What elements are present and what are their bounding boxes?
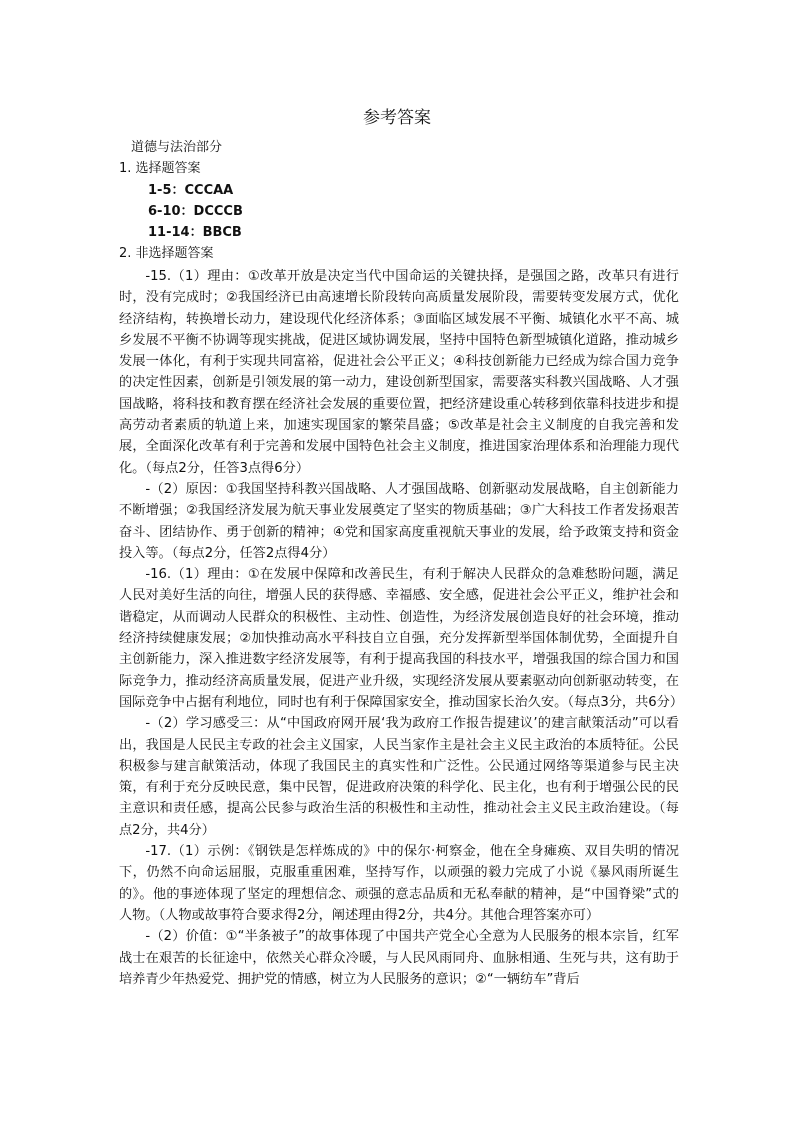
choice-answer-row: 1-5：CCCAA [148, 183, 234, 198]
choice-answer-row: 6-10：DCCCB [148, 204, 243, 219]
answer-paragraph-15-2: -（2）原因：①我国坚持科教兴国战略、人才强国战略、创新驱动发展战略，自主创新能力不断增强；②我国经济发展为航天事业发展奠定了坚实的物质基础；③广大科技工作者发扬艰苦奋斗、团结协作、勇于创新的精神；④党和国家高度重视航天事业的发展，给予政策支持和资金投入等。（每点2分，任答2点得4分） [119, 481, 679, 561]
answer-paragraph-15-1: -15.（1）理由：①改革开放是决定当代中国命运的关键抉择，是强国之路，改革只有进行时，没有完成时；②我国经济已由高速增长阶段转向高质量发展阶段，需要转变发展方式，优化经济结构，转换增长动力，建设现代化经济体系；③面临区域发展不平衡、城镇化水平不高、城乡发展不平衡不协调等现实挑战，促进区域协调发展，坚持中国特色新型城镇化道路，推动城乡发展一体化，有利于实现共同富裕，促进社会公平正义；④科技创新能力已经成为综合国力竞争的决定性因素，创新是引领发展的第一动力，建设创新型国家，需要落实科教兴国战略、人才强国战略，将科技和教育摆在经济社会发展的重要位置，把经济建设重心转移到依靠科技进步和提高劳动者素质的轨道上来，加速实现国家的繁荣昌盛；⑤改革是社会主义制度的自我完善和发展，全面深化改革有利于完善和发展中国特色社会主义制度，推进国家治理体系和治理能力现代化。（每点2分，任答3点得6分） [119, 269, 679, 476]
answer-paragraph-16-1: -16.（1）理由：①在发展中保障和改善民生，有利于解决人民群众的急难愁盼问题，满足人民对美好生活的向往，增强人民的获得感、幸福感、安全感，促进社会公平正义，维护社会和谐稳定，从而调动人民群众的积极性、主动性、创造性，为经济发展创造良好的社会环境，推动经济持续健康发展；②加快推动高水平科技自立自强，充分发挥新型举国体制优势，全面提升自主创新能力，深入推进数字经济发展等，有利于提高我国的科技水平，增强我国的综合国力和国际竞争力，推动经济高质量发展，促进产业升级，实现经济发展从要素驱动向创新驱动转变，在国际竞争中占据有利地位，同时也有利于保障国家安全，推动国家长治久安。（每点3分，共6分） [119, 567, 684, 710]
answer-body [119, 266, 684, 990]
q2-heading: 2. 非选择题答案 [119, 246, 214, 261]
answer-paragraph-17-2: -（2）价值：①“半条被子”的故事体现了中国共产党全心全意为人民服务的根本宗旨，红军战士在艰苦的长征途中，依然关心群众冷暖，与人民风雨同舟、血脉相通、生死与共，这有助于培养青少年热爱党、拥护党的情感，树立为人民服务的意识；②“一辆纺车”背后 [119, 929, 679, 987]
page-title: 参考答案 [363, 108, 431, 128]
answer-paragraph-16-2: -（2）学习感受三：从“中国政府网开展‘我为政府工作报告提建议’的建言献策活动”可以看出，我国是人民民主专政的社会主义国家，人民当家作主是社会主义民主政治的本质特征。公民积极参与建言献策活动，体现了我国民主的真实性和广泛性。公民通过网络等渠道参与民主决策，有利于充分反映民意，集中民智，促进政府决策的科学化、民主化，也有利于增强公民的民主意识和责任感，提高公民参与政治生活的积极性和主动性，推动社会主义民主政治建设。（每点2分，共4分） [119, 716, 679, 838]
section-heading: 道德与法治部分 [131, 140, 223, 155]
choice-answer-row: 11-14：BBCB [148, 225, 242, 240]
answer-paragraph-17-1: -17.（1）示例：《钢铁是怎样炼成的》中的保尔·柯察金，他在全身瘫痪、双目失明的情况下，仍然不向命运屈服，克服重重困难，坚持写作，以顽强的毅力完成了小说《暴风雨所诞生的》。他的事迹体现了坚定的理想信念、顽强的意志品质和无私奉献的精神，是“中国脊梁”式的人物。（人物或故事符合要求得2分，阐述理由得2分，共4分。其他合理答案亦可） [119, 844, 679, 923]
q1-heading: 1. 选择题答案 [119, 161, 201, 176]
